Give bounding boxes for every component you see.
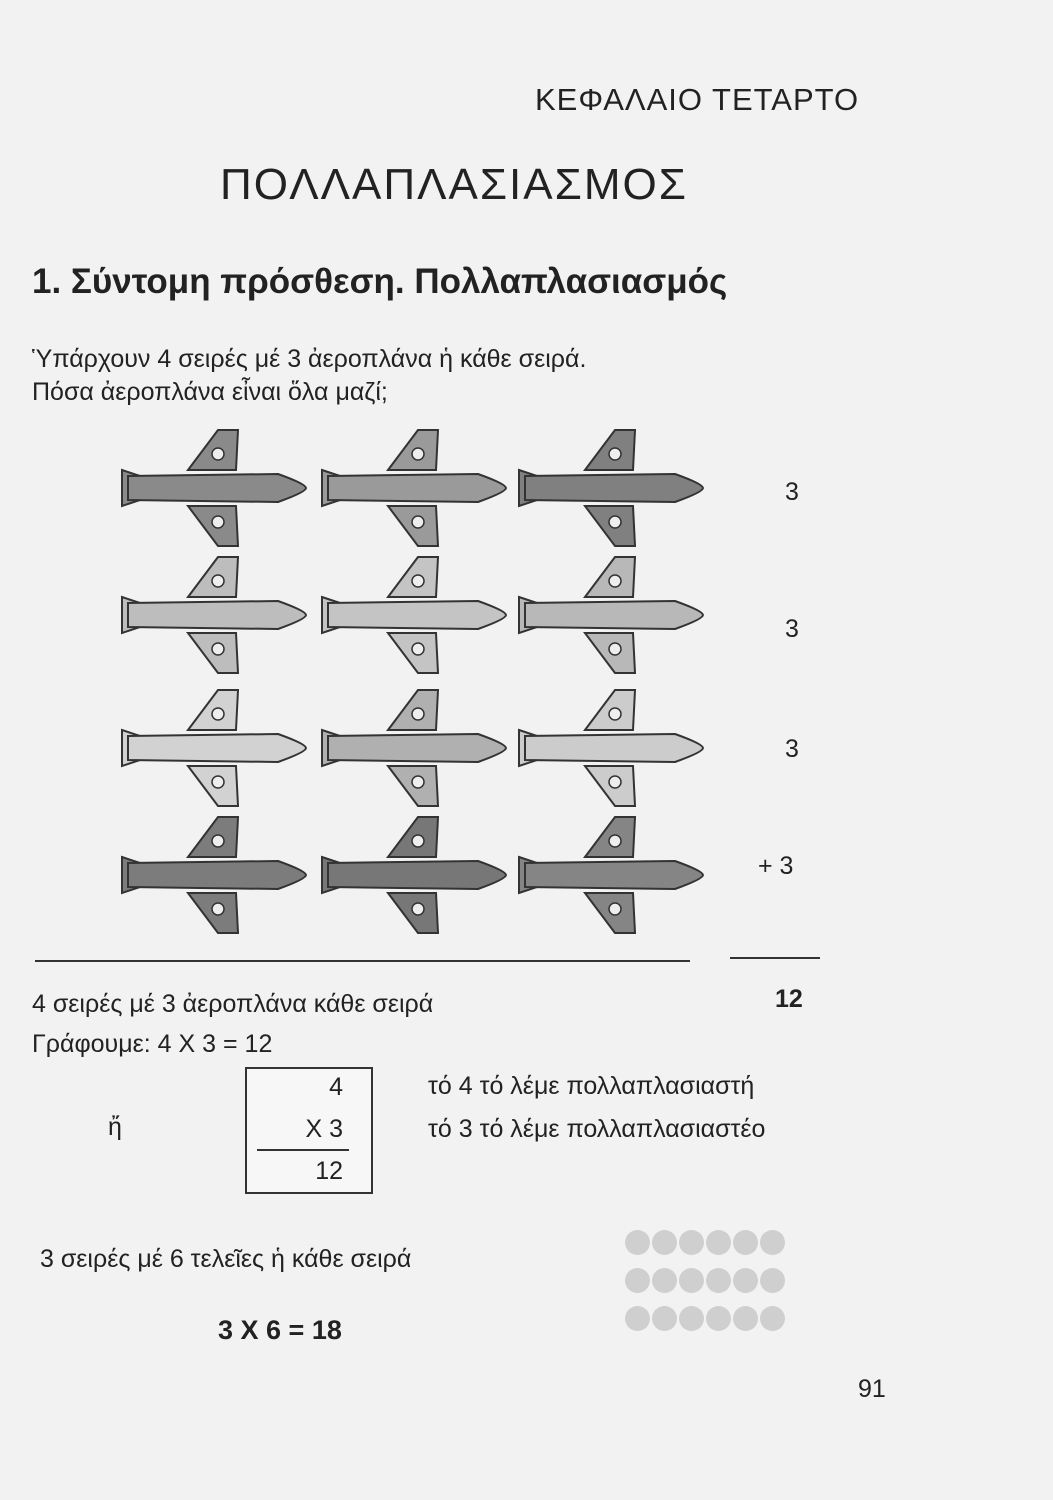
dot	[679, 1268, 704, 1293]
page-title: ΠΟΛΛΑΠΛΑΣΙΑΣΜΟΣ	[220, 160, 688, 209]
section-title: 1. Σύντομη πρόσθεση. Πολλαπλασιασμός	[32, 262, 728, 301]
row-count-2: 3	[785, 615, 799, 643]
airplane-icon	[118, 555, 308, 675]
multiplicand-term: τό 3 τό λέμε πολλαπλασιαστέο	[428, 1115, 766, 1143]
airplane-icon	[318, 815, 508, 935]
dot	[679, 1306, 704, 1331]
airplane-icon	[515, 815, 705, 935]
product-line	[257, 1149, 349, 1151]
chapter-heading: ΚΕΦΑΛΑΙΟ ΤΕΤΑΡΤΟ	[535, 82, 860, 117]
intro-line-1: Ὑπάρχουν 4 σειρές μέ 3 ἀεροπλάνα ἡ κάθε σειρά.	[32, 345, 587, 373]
dot	[625, 1306, 650, 1331]
airplane-icon	[118, 815, 308, 935]
airplane-icon	[118, 428, 308, 548]
airplane-icon	[515, 428, 705, 548]
dot	[733, 1230, 758, 1255]
airplane-icon	[515, 555, 705, 675]
row-count-3: 3	[785, 735, 799, 763]
airplane-icon	[318, 688, 508, 808]
multiplier-value: Χ 3	[305, 1115, 343, 1143]
or-label: ἤ	[108, 1113, 122, 1141]
dot-row	[625, 1268, 785, 1293]
written-equation: Γράφουμε: 4 Χ 3 = 12	[32, 1030, 273, 1058]
intro-line-2: Πόσα ἀεροπλάνα εἶναι ὅλα μαζί;	[32, 378, 388, 406]
dot	[760, 1230, 785, 1255]
example2-equation: 3 Χ 6 = 18	[218, 1315, 342, 1345]
statement-text: 4 σειρές μέ 3 ἀεροπλάνα κάθε σειρά	[32, 990, 434, 1018]
page-number: 91	[858, 1375, 886, 1403]
product-value: 12	[315, 1157, 343, 1185]
dot-row	[625, 1306, 785, 1331]
dot	[625, 1230, 650, 1255]
dot	[652, 1230, 677, 1255]
dot	[625, 1268, 650, 1293]
airplane-icon	[318, 428, 508, 548]
dot-row	[625, 1230, 785, 1255]
dot	[679, 1230, 704, 1255]
divider-line	[35, 960, 690, 962]
dot	[706, 1268, 731, 1293]
dot	[760, 1268, 785, 1293]
multiplicand-value: 4	[329, 1073, 343, 1101]
dot	[706, 1306, 731, 1331]
dot	[706, 1230, 731, 1255]
dot	[652, 1268, 677, 1293]
row-count-1: 3	[785, 478, 799, 506]
row-count-4: + 3	[758, 852, 794, 880]
sum-total: 12	[775, 985, 803, 1013]
dot	[733, 1306, 758, 1331]
airplane-icon	[318, 555, 508, 675]
example2-statement: 3 σειρές μέ 6 τελεῖες ἡ κάθε σειρά	[40, 1245, 412, 1273]
vertical-multiplication-box	[245, 1067, 373, 1194]
sum-line	[730, 957, 820, 959]
airplane-icon	[515, 688, 705, 808]
dot	[652, 1306, 677, 1331]
multiplier-term: τό 4 τό λέμε πολλαπλασιαστή	[428, 1072, 755, 1100]
airplane-icon	[118, 688, 308, 808]
dot	[733, 1268, 758, 1293]
dot	[760, 1306, 785, 1331]
